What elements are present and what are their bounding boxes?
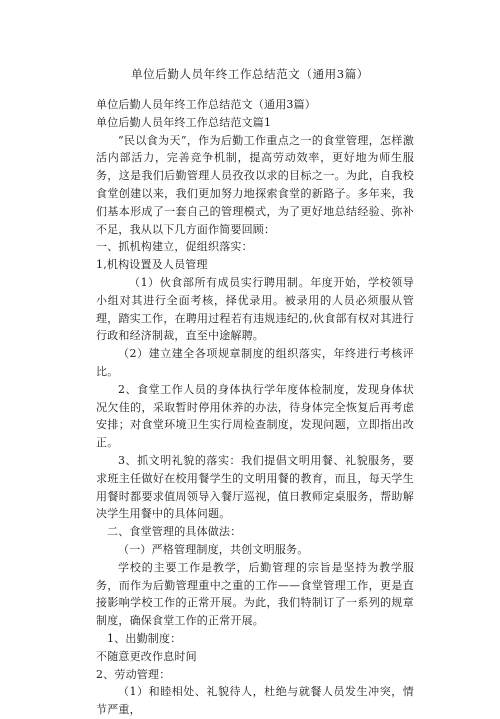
- paragraph-rules: （2）建立建全各项规章制度的组织落实，年终进行考核评比。: [96, 347, 414, 378]
- document-body: [96, 96, 414, 719]
- paragraph-intro: “民以食为天”，作为后勤工作重点之一的食堂管理，怎样激活内部活力，完善竞争机制，提高劳动效率，更好地为师生服务，这是我们后勤管理人员孜孜以求的目标之一。为此，自我校食堂创建以来，我们更加努力地探索食堂的新路子。多年来，我们基本形成了一套自己的管理模式，为了更好地总结经验、弥补不足，我从以下几方面作简要回顾：: [96, 133, 414, 236]
- paragraph-hiring: （1）伙食部所有成员实行聘用制。年度开始，学校领导小组对其进行全面考核，择优录用。被录用的人员必须服从管理，踏实工作，在聘用过程若有违规违纪的,伙食部有权对其进行行政和经济制裁，直至中途解聘。: [96, 275, 414, 343]
- paragraph-section-heading: 单位后勤人员年终工作总结范文篇1: [96, 115, 272, 129]
- heading-part-one: 一、抓机构建立，促组织落实：: [96, 240, 253, 254]
- paragraph-teaching-service: 学校的主要工作是教学，后勤管理的宗旨是坚持为教学服务，而作为后勤管理重中之重的工作——食堂管理工作，更是直接影响学校工作的正常开展。为此，我们特制订了一系列的规章制度，确保食堂工作的正常开展。: [96, 560, 414, 628]
- paragraph-attendance-rule: 不随意更改作息时间: [96, 649, 197, 663]
- paragraph-subtitle: 单位后勤人员年终工作总结范文（通用3篇）: [96, 98, 316, 111]
- document-title: 单位后勤人员年终工作总结范文（通用3篇）: [131, 67, 369, 81]
- heading-strict-management: （一）严格管理制度，共创文明服务。: [118, 542, 309, 556]
- heading-part-two: 二、食堂管理的具体做法：: [107, 525, 242, 539]
- paragraph-health-check: 2、食堂工作人员的身体执行学年度体检制度，发现身体状况欠佳的，采取暂时停用休养的办法，待身体完全恢复后再考虑安排；对食堂环境卫生实行周检查制度，发现问题，立即指出改正。: [96, 382, 414, 450]
- paragraph-civility: 3、抓文明礼貌的落实：我们提倡文明用餐、礼貌服务，要求班主任做好在校用餐学生的文明用餐的教育，而且，每天学生用餐时都要求值周领导入餐厅巡视，值日教师定桌服务，帮助解决学生用餐中的具体问题。: [96, 453, 414, 521]
- heading-org-setup: 1,机构设置及人员管理: [96, 258, 208, 272]
- paragraph-labor-rule: （1）和睦相处、礼貌待人，杜绝与就餐人员发生冲突，情节严重，: [96, 685, 414, 717]
- heading-labor: 2、劳动管理：: [96, 667, 171, 681]
- heading-attendance: 1、出勤制度：: [107, 631, 182, 645]
